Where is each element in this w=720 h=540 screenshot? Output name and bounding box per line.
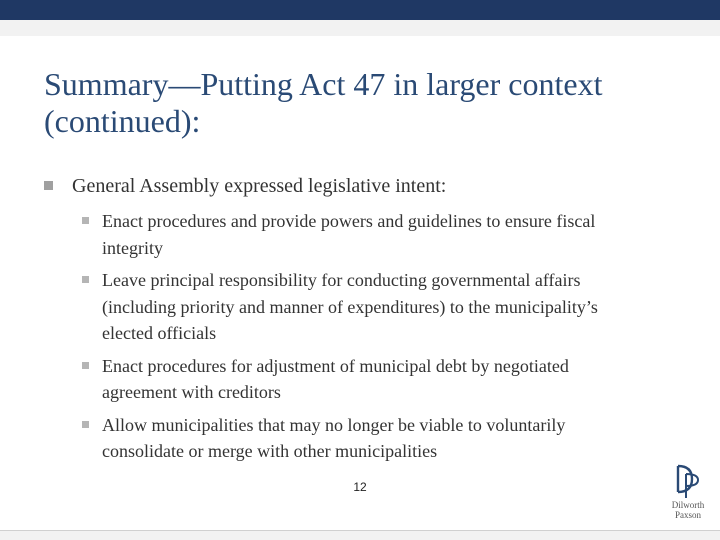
logo-text (664, 500, 712, 520)
sub-bullet-text: Leave principal responsibility for conducting governmental affairs (including priority and manner of expenditures) to the municipality’s elected officials (102, 270, 598, 343)
logo-line-2: Paxson (674, 510, 701, 520)
bullet-text: General Assembly expressed legislative intent: (72, 175, 447, 197)
square-bullet-icon (82, 421, 89, 428)
square-bullet-icon (44, 181, 53, 190)
square-bullet-icon (82, 362, 89, 369)
page-number: 12 (353, 480, 367, 494)
top-accent-bar (0, 0, 720, 20)
logo-line-1: Dilworth (671, 500, 705, 510)
sub-bullet-list (44, 208, 694, 465)
dp-monogram-icon (664, 462, 712, 500)
square-bullet-icon (82, 276, 89, 283)
sub-bullet-text: Enact procedures and provide powers and guidelines to ensure fiscal integrity (102, 211, 596, 258)
sub-bullet-item (44, 267, 642, 347)
bullet-item (44, 172, 694, 200)
sub-bullet-item (44, 353, 642, 406)
top-band (0, 20, 720, 36)
sub-bullet-item (44, 208, 642, 261)
slide-title: Summary—Putting Act 47 in larger context (continued): (44, 66, 603, 139)
firm-logo (664, 462, 712, 522)
footer-band (0, 530, 720, 540)
sub-bullet-text: Allow municipalities that may no longer be viable to voluntarily consolidate or merge with other municipalities (102, 414, 566, 461)
sub-bullet-item (44, 412, 642, 465)
square-bullet-icon (82, 217, 89, 224)
slide-body (44, 172, 694, 471)
sub-bullet-text: Enact procedures for adjustment of municipal debt by negotiated agreement with creditors (102, 355, 569, 402)
